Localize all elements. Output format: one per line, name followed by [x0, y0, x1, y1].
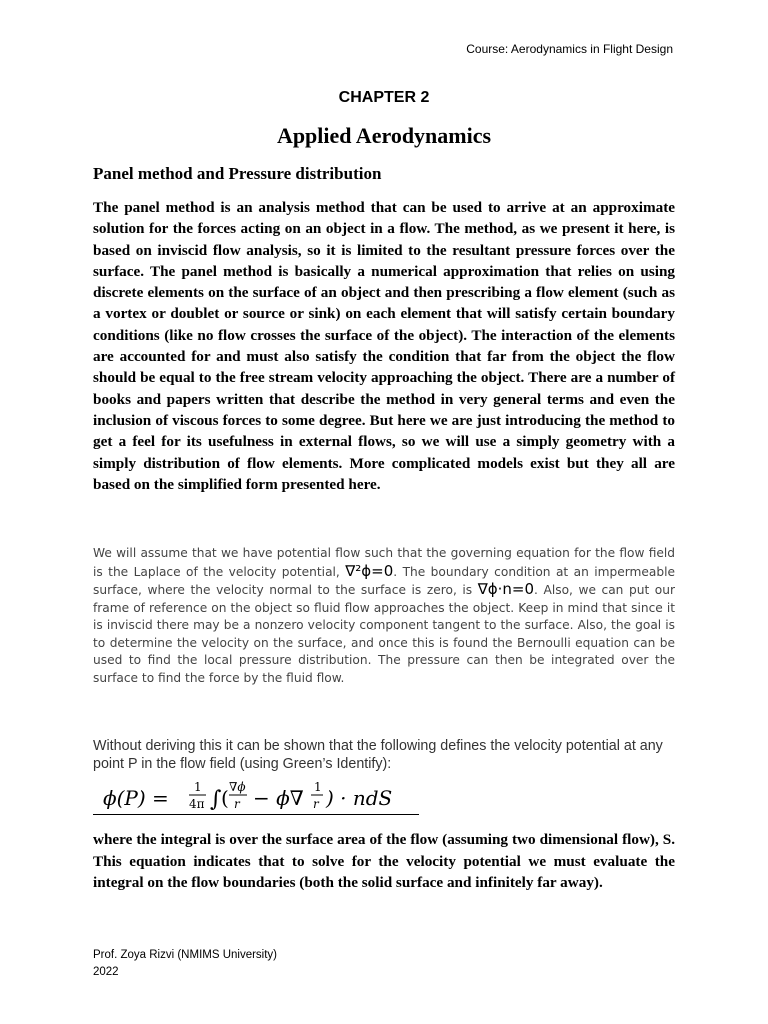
equation-minus-term: − ϕ∇: [253, 786, 304, 810]
integral-sign: ∫: [210, 787, 222, 812]
paragraph-potential-flow-text-2: . The boundary condition at an impermeable surface, where the velocity normal to the surface is zero, is: [93, 564, 675, 597]
equation-close: ) · ndS: [326, 786, 393, 810]
page-title: Applied Aerodynamics: [276, 123, 492, 148]
equation-frac-den: 4π: [189, 797, 205, 811]
footer: [93, 947, 277, 981]
paragraph-potential-flow-text-1: We will assume that we have potential flow such that the governing equation for the flow field is the Laplace of the velocity potential,: [93, 546, 675, 579]
laplace-equation: ∇²ϕ=0: [345, 561, 394, 580]
velocity-potential-equation: [93, 778, 419, 815]
footer-year: 2022: [93, 966, 119, 978]
paragraph-potential-flow-text-3: . Also, we can put our frame of reference on the object so fluid flow approaches the object. Keep in mind that since it is inviscid there may be a nonzero velocity component tangent to the surface. Also, the goal is to determine the velocity on the surface, and once this is found the Bernoulli equation can be used to find the local pressure distribution. The pressure can then be integrated over the surface to find the force by the fluid flow.: [93, 583, 675, 685]
paragraph-panel-method: The panel method is an analysis method that can be used to arrive at an approximate solution for the forces acting on an object in a flow. The method, as we present it here, is based on inviscid flow analysis, so it is limited to the resultant pressure forces over the surface. The panel method is basically a numerical approximation that relies on using discrete elements on the surface of an object and then prescribing a flow element (such as a vortex or doublet or source or sink) on each element that will satisfy certain boundary conditions (like no flow crosses the surface of the object). The interaction of the elements are accounted for and must also satisfy the condition that far from the object the flow should be equal to the free stream velocity approaching the object. There are a number of books and papers written that describe the method in very general terms and even the inclusion of viscous forces to some degree. But here we are just introducing the method to get a feel for its usefulness in external flows, so we will use a simply geometry with a simply distribution of flow elements. More complicated models exist but they all are based on the simplified form presented here.: [93, 199, 675, 493]
paragraph-potential-flow: [93, 545, 675, 687]
equation-grad-num: ∇ϕ: [229, 780, 246, 794]
equation-inv-den: r: [313, 797, 319, 811]
equation-open-paren: (: [221, 786, 229, 810]
footer-author: Prof. Zoya Rizvi (NMIMS University): [93, 949, 278, 961]
equation-grad-den: r: [234, 797, 240, 811]
section-title: Panel method and Pressure distribution: [93, 164, 382, 183]
course-header: Course: Aerodynamics in Flight Design: [466, 42, 673, 56]
equation-svg: [93, 778, 419, 814]
paragraph-greens-identity: Without deriving this it can be shown that the following defines the velocity potential at any point P in the flow field (using Green’s Identify):: [93, 738, 663, 772]
equation-lhs: ϕ(P) =: [103, 786, 169, 810]
chapter-label: CHAPTER 2: [338, 89, 430, 106]
boundary-condition-equation: ∇ϕ·n=0: [477, 580, 535, 598]
equation-frac-num: 1: [194, 780, 202, 794]
paragraph-integral-explanation: where the integral is over the surface area of the flow (assuming two dimensional flow), S. This equation indicates that to solve for the velocity potential we must evaluate the integral on the flow boundaries (both the solid surface and infinitely far away).: [93, 831, 675, 891]
equation-inv-num: 1: [314, 780, 322, 794]
